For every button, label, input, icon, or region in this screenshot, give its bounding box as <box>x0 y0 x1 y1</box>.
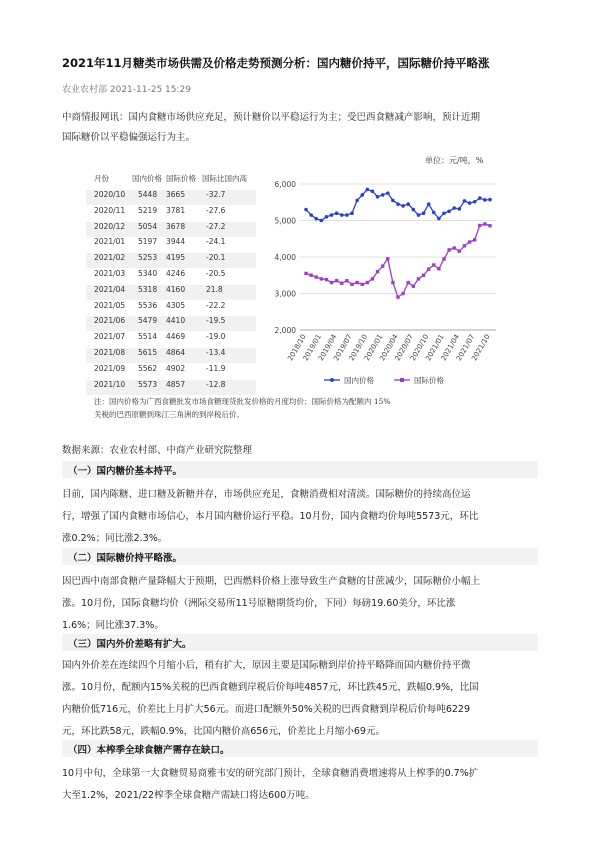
paragraph-line: 涨。10月份，国际食糖均价（洲际交易所11号原糖期货均价，下同）每磅19.60美分，环比涨 <box>62 598 456 609</box>
x-tick-label: 2021/07 <box>454 333 477 363</box>
paragraph-line: 国内外价差在连续四个月缩小后，稍有扩大，原因主要是国际糖到岸价持平略降而国内糖价持平微 <box>62 660 471 671</box>
data-point <box>453 246 456 249</box>
data-point <box>391 199 395 203</box>
paragraph-line: 1.6%；同比涨37.3%。 <box>62 620 164 631</box>
data-point <box>309 274 312 277</box>
data-point <box>458 249 461 252</box>
data-point <box>422 211 426 215</box>
table-cell: 4246 <box>166 269 186 278</box>
y-tick-label: 3,000 <box>274 289 296 299</box>
table-header-month: 月份 <box>94 174 109 183</box>
section-heading-1 <box>62 461 538 478</box>
data-point <box>427 268 430 271</box>
data-point <box>488 224 491 227</box>
table-cell: 4857 <box>166 379 186 389</box>
table-cell: 4195 <box>166 253 186 263</box>
data-point <box>345 213 349 217</box>
data-point <box>391 281 394 284</box>
data-point <box>376 270 379 273</box>
table-header-international: 国际价格 <box>166 174 196 183</box>
table-cell: -11.9 <box>206 363 226 373</box>
x-tick-label: 2020/01 <box>362 333 385 363</box>
section-heading-text: （四）本榨季全球食糖产需存在缺口。 <box>68 745 230 756</box>
data-point <box>335 279 338 282</box>
price-figure <box>86 168 506 396</box>
data-point <box>417 277 420 280</box>
table-cell: 2021/07 <box>94 332 126 342</box>
table-cell: 2021/05 <box>94 300 126 310</box>
legend-marker <box>400 378 404 382</box>
table-header-domestic: 国内价格 <box>132 174 162 183</box>
table-cell: 5054 <box>138 221 158 231</box>
paragraph-line: 涨0.2%；同比涨2.3%。 <box>62 533 168 544</box>
table-cell: 4469 <box>166 332 186 342</box>
data-point <box>360 193 364 197</box>
table-cell: 5479 <box>138 316 158 326</box>
data-point <box>407 281 410 284</box>
paragraph-line: 涨。10月份，配额内15%关税的巴西食糖到岸税后价每吨4857元，环比跌45元，跌幅0.9%，比国 <box>62 682 479 693</box>
y-tick-label: 2,000 <box>274 326 296 335</box>
table-cell: 2021/06 <box>94 316 126 326</box>
legend-marker <box>330 378 334 382</box>
table-cell: 2021/03 <box>94 269 126 278</box>
table-cell: 3678 <box>166 221 186 231</box>
data-point <box>478 224 481 227</box>
table-cell: 2021/08 <box>94 348 126 357</box>
table-cell: 5219 <box>138 205 158 215</box>
table-cell: 4902 <box>166 363 186 373</box>
table-row <box>86 301 256 316</box>
data-point <box>355 199 359 203</box>
data-point <box>437 267 440 270</box>
paragraph-line: 目前，国内陈糖、进口糖及新糖并存，市场供应充足，食糖消费相对清淡。国际糖价的持续高位运 <box>62 489 471 500</box>
y-tick-label: 4,000 <box>274 253 296 262</box>
legend-label: 国内价格 <box>344 376 374 385</box>
series-line-international <box>306 224 490 297</box>
paragraph-line: 元，环比跌58元，跌幅0.9%，比国内糖价高656元，价差比上月缩小69元。 <box>62 726 385 737</box>
section-heading-text: （二）国际糖价持平略涨。 <box>68 553 183 564</box>
note-line: 关税的巴西原糖到珠江三角洲的到岸税后价。 <box>94 410 244 419</box>
data-point <box>458 207 462 211</box>
data-point <box>350 211 354 215</box>
x-tick-label: 2020/10 <box>408 333 431 363</box>
data-point <box>417 213 421 217</box>
table-row <box>86 285 256 300</box>
table-cell: 5197 <box>138 237 158 247</box>
section-heading-3 <box>62 634 538 651</box>
table-row <box>86 237 256 252</box>
data-point <box>442 212 446 216</box>
section-heading-2 <box>62 548 538 565</box>
data-point <box>386 257 389 260</box>
data-point <box>361 283 364 286</box>
table-cell: 5514 <box>138 332 158 342</box>
x-tick-label: 2021/04 <box>439 333 462 363</box>
table-cell: 5536 <box>138 300 158 310</box>
data-point <box>432 263 435 266</box>
data-point <box>463 244 466 247</box>
intro-line: 中商情报网讯：国内食糖市场供应充足，预计糖价以平稳运行为主；受巴西食糖减产影响，预计近期 <box>62 112 481 123</box>
price-table <box>86 168 256 396</box>
table-cell: 4410 <box>166 316 186 326</box>
article-meta: 农业农村部 2021-11-25 15:29 <box>62 85 191 95</box>
table-cell: -27.6 <box>206 205 226 215</box>
table-cell: -20.1 <box>206 253 226 263</box>
table-cell: 3665 <box>166 190 186 199</box>
data-point <box>427 202 431 206</box>
x-tick-label: 2019/07 <box>332 333 354 363</box>
data-point <box>468 201 472 205</box>
table-row <box>86 380 256 395</box>
intro-paragraph <box>62 108 542 148</box>
section-heading-text: （一）国内糖价基本持平。 <box>68 466 183 477</box>
data-point <box>350 283 353 286</box>
data-point <box>473 200 477 204</box>
intro-line: 国际糖价以平稳偏强运行为主。 <box>62 132 196 143</box>
paragraph-line: 行，增强了国内食糖市场信心，本月国内糖价运行平稳。10月份，国内食糖均价每吨5573元，环比 <box>62 511 479 522</box>
x-tick-label: 2020/04 <box>378 333 400 363</box>
data-point <box>463 199 467 203</box>
table-cell: 2021/01 <box>94 237 126 247</box>
table-cell: -32.7 <box>206 190 226 199</box>
data-point <box>412 285 415 288</box>
section-heading-text: （三）国内外价差略有扩大。 <box>68 639 192 650</box>
table-cell: 5340 <box>138 269 158 278</box>
table-cell: 5615 <box>138 348 158 357</box>
data-point <box>320 219 324 223</box>
data-point <box>488 198 492 202</box>
data-point <box>345 279 348 282</box>
x-tick-label: 2019/10 <box>347 333 370 363</box>
x-tick-label: 2020/07 <box>393 333 416 363</box>
section-paragraph-3 <box>62 655 538 743</box>
x-tick-label: 2018/10 <box>286 333 308 363</box>
paragraph-line: 内糖价低716元，价差比上月扩大56元。而进口配额外50%关税的巴西食糖到岸税后价每吨6229 <box>62 704 471 715</box>
x-tick-label: 2021/01 <box>424 333 446 363</box>
section-paragraph-2 <box>62 571 538 637</box>
section-paragraph-1 <box>62 484 538 550</box>
data-source: 数据来源：农业农村部、中商产业研究院整理 <box>62 445 253 456</box>
data-point <box>371 190 375 194</box>
legend-label: 国际价格 <box>414 376 444 385</box>
x-tick-label: 2019/04 <box>316 333 339 363</box>
table-cell: 5318 <box>138 284 158 294</box>
data-point <box>314 217 318 221</box>
data-point <box>442 257 445 260</box>
unit-label: 单位：元/吨，% <box>425 156 484 165</box>
data-point <box>340 213 344 217</box>
table-cell: 2021/04 <box>94 284 126 294</box>
table-cell: -19.0 <box>206 332 226 342</box>
data-point <box>396 295 399 298</box>
data-point <box>330 281 333 284</box>
data-point <box>432 211 436 215</box>
data-point <box>381 193 385 197</box>
table-row <box>86 348 256 363</box>
data-point <box>330 213 334 217</box>
table-cell: 5562 <box>138 363 158 373</box>
data-point <box>315 275 318 278</box>
table-cell: 5253 <box>138 253 158 263</box>
table-cell: 4160 <box>166 284 186 294</box>
table-cell: -22.2 <box>206 300 226 310</box>
table-cell: 4864 <box>166 348 186 357</box>
table-row <box>86 332 256 347</box>
table-cell: 2020/11 <box>94 205 126 215</box>
data-point <box>473 238 476 241</box>
table-cell: -20.5 <box>206 269 226 278</box>
section-heading-4 <box>62 740 538 757</box>
data-point <box>381 264 384 267</box>
section-paragraph-4 <box>62 763 538 807</box>
table-row <box>86 222 256 237</box>
table-cell: 3944 <box>166 237 186 247</box>
data-point <box>468 240 471 243</box>
y-tick-label: 6,000 <box>274 180 296 189</box>
article-title: 2021年11月糖类市场供需及价格走势预测分析：国内糖价持平，国际糖价持平略涨 <box>62 56 490 70</box>
paragraph-line: 大至1.2%，2021/22榨季全球食糖产需缺口将达600万吨。 <box>62 790 315 801</box>
data-point <box>478 196 482 200</box>
data-point <box>366 281 369 284</box>
data-point <box>304 272 307 275</box>
data-point <box>422 274 425 277</box>
table-cell: -27.2 <box>206 221 226 231</box>
data-point <box>396 202 400 206</box>
data-point <box>376 195 380 199</box>
table-cell: -24.1 <box>206 237 226 247</box>
data-point <box>309 213 313 217</box>
data-point <box>447 209 451 213</box>
table-cell: 2021/10 <box>94 379 126 389</box>
data-point <box>366 188 370 192</box>
data-point <box>304 208 308 212</box>
table-cell: -19.5 <box>206 316 226 326</box>
data-point <box>401 292 404 295</box>
data-point <box>325 278 328 281</box>
table-cell: 4305 <box>166 300 186 310</box>
data-point <box>483 198 487 202</box>
table-cell: 5448 <box>138 190 158 199</box>
table-cell: 3781 <box>166 205 186 215</box>
table-cell: 21.8 <box>206 284 223 294</box>
table-cell: -13.4 <box>206 348 226 357</box>
y-tick-label: 5,000 <box>274 216 296 226</box>
table-cell: 2020/12 <box>94 221 126 231</box>
table-row <box>86 253 256 268</box>
data-point <box>320 277 323 280</box>
data-point <box>371 277 374 280</box>
chart-note <box>94 395 524 421</box>
table-row <box>86 206 256 221</box>
data-point <box>447 248 450 251</box>
data-point <box>325 215 329 219</box>
table-cell: 5573 <box>138 379 158 389</box>
table-cell: 2020/10 <box>94 190 126 199</box>
table-cell: 2021/09 <box>94 363 126 373</box>
data-point <box>412 208 416 212</box>
data-point <box>452 206 456 210</box>
note-line: 注：国内价格为广西食糖批发市场食糖现货批发价格的月度均价；国际价格为配额内 15% <box>94 397 391 406</box>
data-point <box>406 202 410 206</box>
table-row <box>86 316 256 331</box>
paragraph-line: 10月中旬，全球第一大食糖贸易商雅韦安的研究部门预计，全球食糖消费增速将从上榨季的0.7%扩 <box>62 768 479 779</box>
data-point <box>335 211 339 215</box>
table-row <box>86 190 256 205</box>
data-point <box>483 222 486 225</box>
x-tick-label: 2021/10 <box>470 333 492 363</box>
data-point <box>401 204 405 208</box>
table-cell: -12.8 <box>206 379 226 389</box>
data-point <box>386 191 390 195</box>
price-line-chart <box>264 168 506 396</box>
data-point <box>437 217 441 221</box>
table-cell: 2021/02 <box>94 253 126 263</box>
data-point <box>355 281 358 284</box>
table-row <box>86 269 256 284</box>
paragraph-line: 因巴西中南部食糖产量降幅大于预期，巴西燃料价格上涨导致生产食糖的甘蔗减少，国际糖价小幅上 <box>62 576 481 587</box>
table-header-diff: 国际比国内高 <box>202 174 247 183</box>
table-row <box>86 364 256 379</box>
x-tick-label: 2019/01 <box>301 333 324 363</box>
data-point <box>340 282 343 285</box>
